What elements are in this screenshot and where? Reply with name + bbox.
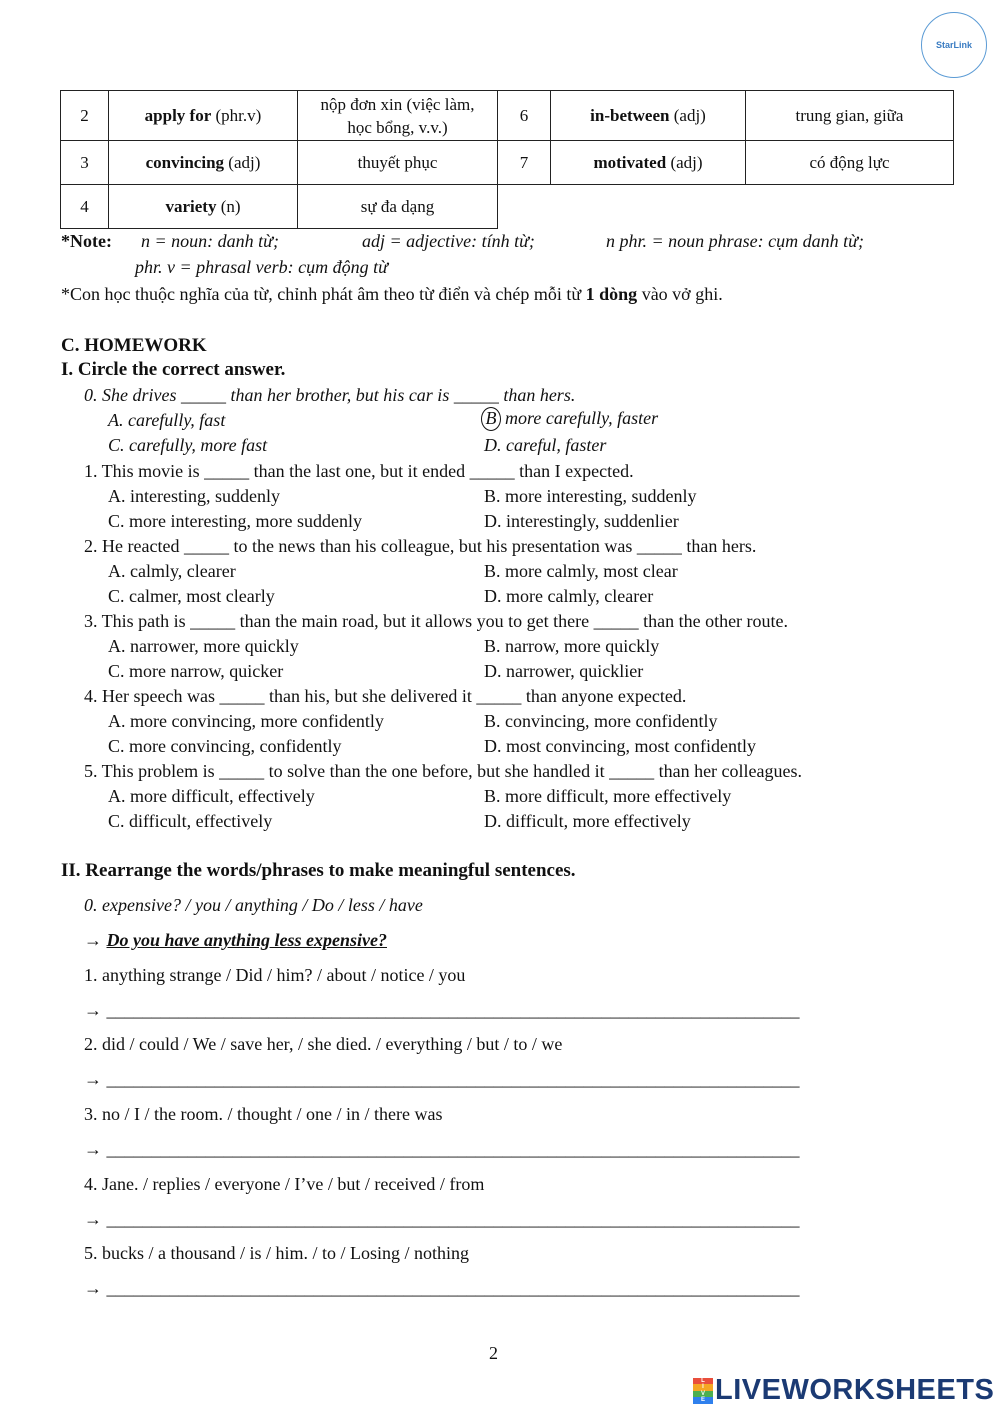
- note-phrasal-verb: phr. v = phrasal verb: cụm động từ: [135, 257, 388, 277]
- option-a[interactable]: A. interesting, suddenly: [108, 486, 280, 506]
- homework-title: C. HOMEWORK: [61, 335, 207, 356]
- option-d: D. careful, faster: [484, 435, 607, 455]
- question-4: 4. Her speech was _____ than his, but she delivered it _____ than anyone expected.: [84, 686, 687, 706]
- option-d[interactable]: D. interestingly, suddenlier: [484, 511, 679, 531]
- row-number: 6: [498, 91, 551, 141]
- option-a[interactable]: A. more difficult, effectively: [108, 786, 315, 806]
- note-noun: n = noun: danh từ;: [141, 231, 279, 251]
- row-number: 2: [61, 91, 109, 141]
- option-a[interactable]: A. more convincing, more confidently: [108, 711, 384, 731]
- answer-line-1[interactable]: → _____________________________________________________________________________: [84, 1000, 800, 1020]
- meaning-cell: sự đa dạng: [298, 185, 498, 229]
- page-number: 2: [489, 1343, 498, 1363]
- note-noun-phrase: n phr. = noun phrase: cụm danh từ;: [606, 231, 864, 251]
- question-3: 3. This path is _____ than the main road, but it allows you to get there _____ than the other route.: [84, 611, 789, 631]
- example-question: 0. She drives _____ than her brother, but his car is _____ than hers.: [84, 385, 576, 405]
- option-a[interactable]: A. calmly, clearer: [108, 561, 236, 581]
- vocabulary-table: [60, 90, 954, 229]
- part1-title: I. Circle the correct answer.: [61, 359, 286, 380]
- option-c[interactable]: C. calmer, most clearly: [108, 586, 275, 606]
- circled-answer: B: [481, 407, 501, 431]
- option-d[interactable]: D. narrower, quicklier: [484, 661, 644, 681]
- word-cell: in-between (adj): [551, 91, 746, 141]
- table-row: [61, 91, 954, 141]
- option-c: C. carefully, more fast: [108, 435, 268, 455]
- option-b[interactable]: B. narrow, more quickly: [484, 636, 660, 656]
- note-adjective: adj = adjective: tính từ;: [362, 231, 535, 251]
- row-number: 3: [61, 141, 109, 185]
- live-badge-icon: L I V E: [693, 1378, 713, 1404]
- table-row: [61, 185, 954, 229]
- question-2: 2. He reacted _____ to the news than his colleague, but his presentation was _____ than hers.: [84, 536, 757, 556]
- option-b[interactable]: B. convincing, more confidently: [484, 711, 718, 731]
- option-d[interactable]: D. difficult, more effectively: [484, 811, 691, 831]
- option-a: A. carefully, fast: [108, 410, 226, 430]
- word-cell: convincing (adj): [109, 141, 298, 185]
- question-5: 5. This problem is _____ to solve than the one before, but she handled it _____ than her colleagues.: [84, 761, 803, 781]
- row-number: 7: [498, 141, 551, 185]
- option-d[interactable]: D. more calmly, clearer: [484, 586, 654, 606]
- option-b[interactable]: B. more difficult, more effectively: [484, 786, 732, 806]
- answer-line-3[interactable]: → _____________________________________________________________________________: [84, 1139, 800, 1159]
- rearrange-item-1: 1. anything strange / Did / him? / about / notice / you: [84, 965, 466, 985]
- answer-line-5[interactable]: → _____________________________________________________________________________: [84, 1278, 800, 1298]
- option-c[interactable]: C. difficult, effectively: [108, 811, 273, 831]
- option-a[interactable]: A. narrower, more quickly: [108, 636, 299, 656]
- option-c[interactable]: C. more convincing, confidently: [108, 736, 342, 756]
- option-b: B more carefully, faster: [481, 407, 658, 431]
- option-d[interactable]: D. most convincing, most confidently: [484, 736, 756, 756]
- word-cell: motivated (adj): [551, 141, 746, 185]
- rearrange-item-3: 3. no / I / the room. / thought / one / in / there was: [84, 1104, 443, 1124]
- rearrange-item-2: 2. did / could / We / save her, / she died. / everything / but / to / we: [84, 1034, 563, 1054]
- liveworksheets-logo: L I V E LIVEWORKSHEETS: [693, 1374, 994, 1407]
- row-number: 4: [61, 185, 109, 229]
- rearrange-item-4: 4. Jane. / replies / everyone / I’ve / but / received / from: [84, 1174, 485, 1194]
- question-1: 1. This movie is _____ than the last one, but it ended _____ than I expected.: [84, 461, 634, 481]
- answer-line-2[interactable]: → _____________________________________________________________________________: [84, 1069, 800, 1089]
- meaning-cell: thuyết phục: [298, 141, 498, 185]
- meaning-cell: có động lực: [746, 141, 954, 185]
- word-cell: variety (n): [109, 185, 298, 229]
- rearrange-item-5: 5. bucks / a thousand / is / him. / to / Losing / nothing: [84, 1243, 469, 1263]
- part2-title: II. Rearrange the words/phrases to make meaningful sentences.: [61, 860, 576, 881]
- table-row: [61, 141, 954, 185]
- example-answer: → Do you have anything less expensive?: [84, 930, 387, 950]
- option-b[interactable]: B. more interesting, suddenly: [484, 486, 697, 506]
- meaning-cell: nộp đơn xin (việc làm, học bổng, v.v.): [298, 91, 498, 141]
- answer-line-4[interactable]: → _____________________________________________________________________________: [84, 1209, 800, 1229]
- study-instruction: *Con học thuộc nghĩa của từ, chỉnh phát âm theo từ điển và chép mỗi từ 1 dòng vào vở ghi.: [61, 284, 723, 304]
- meaning-cell: trung gian, giữa: [746, 91, 954, 141]
- note-label: *Note:: [61, 231, 112, 251]
- option-b[interactable]: B. more calmly, most clear: [484, 561, 678, 581]
- word-cell: apply for (phr.v): [109, 91, 298, 141]
- starlink-logo: StarLink: [921, 12, 987, 78]
- option-c[interactable]: C. more interesting, more suddenly: [108, 511, 362, 531]
- example-prompt: 0. expensive? / you / anything / Do / less / have: [84, 895, 423, 915]
- option-c[interactable]: C. more narrow, quicker: [108, 661, 284, 681]
